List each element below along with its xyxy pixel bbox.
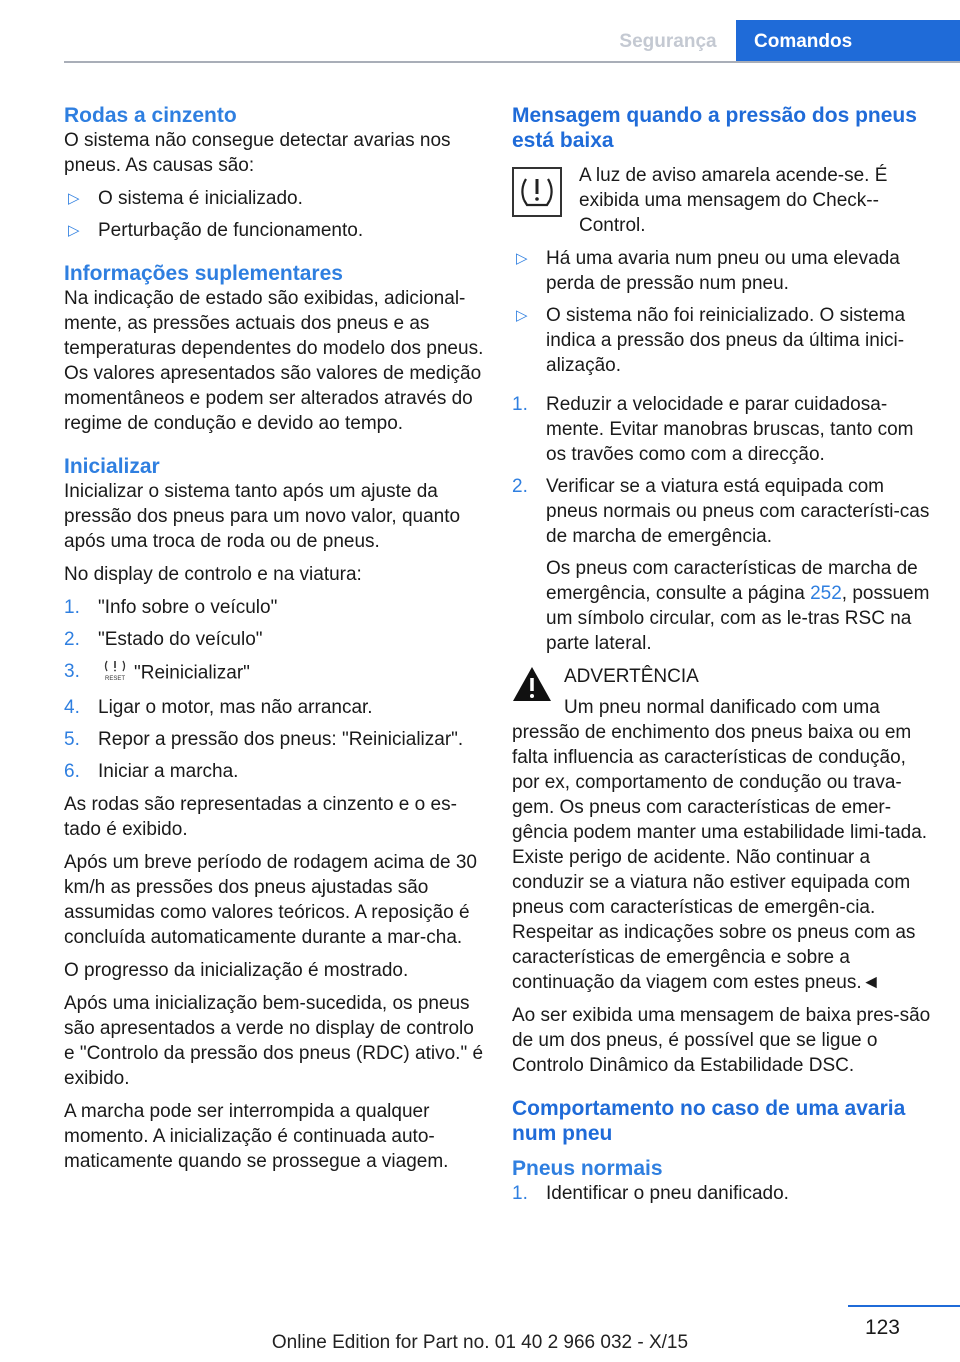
numbered-list: [512, 1181, 932, 1206]
paragraph: A marcha pode ser interrompida a qualquer momento. A inicialização é continuada auto-maticamente quando se prossegue a viagem.: [64, 1101, 449, 1172]
list-item: 1. Identificar o pneu danificado.: [512, 1183, 789, 1204]
step-note: Os pneus com características de marcha de emergência, consulte a página 252, possuem um símbolo circular, com as le-tras RSC na parte lateral.: [546, 558, 930, 654]
tire-pressure-warning-icon: [512, 167, 562, 217]
tire-reset-icon: [102, 659, 128, 688]
warning-lamp-block: [512, 163, 932, 238]
subsection-title-normal-tires: Pneus normais: [512, 1157, 663, 1180]
paragraph: O sistema não consegue detectar avarias nos pneus. As causas são:: [64, 130, 451, 176]
triangle-bullet-icon: ▷: [516, 250, 528, 267]
list-item: ▷ Há uma avaria num pneu ou uma elevada perda de pressão num pneu.: [516, 248, 900, 294]
triangle-bullet-icon: ▷: [516, 307, 528, 324]
list-item: 4. Ligar o motor, mas não arrancar.: [64, 697, 373, 718]
list-item: 6. Iniciar a marcha.: [64, 761, 239, 782]
paragraph: Ao ser exibida uma mensagem de baixa pres-são de um dos pneus, é possível que se ligue o Controlo Dinâmico da Estabilidade DSC.: [512, 1005, 931, 1076]
paragraph: Inicializar o sistema tanto após um ajuste da pressão dos pneus para um novo valor, quanto após uma troca de roda ou de pneus.: [64, 481, 461, 552]
edition-text: Online Edition for Part no. 01 40 2 966 032 - X/15: [271, 1332, 689, 1353]
page-link[interactable]: 252: [810, 583, 842, 604]
bullet-list: [512, 246, 932, 378]
list-item: 2. "Estado do veículo": [64, 629, 263, 650]
paragraph: Após um breve período de rodagem acima de 30 km/h as pressões dos pneus ajustadas são assumidas como valores teóricos. A reposição é concluída automaticamente durante a mar-cha.: [64, 852, 477, 948]
paragraph: O progresso da inicialização é mostrado.: [64, 960, 409, 981]
numbered-list: [512, 392, 932, 656]
list-item: 1. "Info sobre o veículo": [64, 597, 278, 618]
tab-comandos[interactable]: Comandos: [736, 20, 960, 63]
list-item: ▷ Perturbação de funcionamento.: [68, 220, 364, 241]
list-item: 1. Reduzir a velocidade e parar cuidadosa-mente. Evitar manobras bruscas, tanto com os travões como com a direcção.: [512, 394, 914, 465]
paragraph: As rodas são representadas a cinzento e o es-tado é exibido.: [64, 794, 457, 840]
list-item: ▷ O sistema não foi reinicializado. O sistema indica a pressão dos pneus da última inici-alização.: [516, 305, 906, 376]
section-title-low-pressure: Mensagem quando a pressão dos pneus está baixa: [512, 104, 917, 152]
triangle-bullet-icon: ▷: [68, 222, 80, 239]
paragraph: Após uma inicialização bem-sucedida, os pneus são apresentados a verde no display de controlo e "Controlo da pressão dos pneus (RDC) ativo." é exibido.: [64, 993, 484, 1089]
warning-block: [512, 664, 932, 995]
list-item: 3. RESET "Reinicializar": [64, 659, 484, 688]
paragraph: Na indicação de estado são exibidas, adicional-mente, as pressões actuais dos pneus e as temperaturas dependentes do modelo dos pneus. Os valores apresentados são valores de medição momentâneos e podem ser alterados através do regime de condução e devido ao tempo.: [64, 288, 484, 434]
header-divider: [64, 61, 960, 63]
numbered-list: [64, 595, 484, 784]
page-number: 123: [864, 1316, 900, 1339]
triangle-bullet-icon: ▷: [68, 190, 80, 207]
warning-title: ADVERTÊNCIA: [564, 666, 699, 687]
list-item: 5. Repor a pressão dos pneus: "Reinicializar".: [64, 729, 464, 750]
section-title-supplementary: Informações suplementares: [64, 262, 343, 285]
paragraph: A luz de aviso amarela acende-se. É exibida uma mensagem do Check--Control.: [579, 165, 888, 236]
bullet-list: [64, 186, 484, 243]
list-item: ▷ O sistema é inicializado.: [68, 188, 303, 209]
section-title-grey-wheels: Rodas a cinzento: [64, 104, 237, 127]
warning-text-first: Um pneu normal danificado com uma: [564, 697, 880, 718]
paragraph: No display de controlo e na viatura:: [64, 564, 362, 585]
svg-text:RESET: RESET: [104, 676, 126, 681]
warning-triangle-icon: [512, 666, 552, 707]
section-title-initialize: Inicializar: [64, 455, 160, 478]
warning-text: pressão de enchimento dos pneus baixa ou em falta influencia as características de condução, por ex, comportamento de condução ou trava-gem. Os pneus com características de emer-gência podem manter uma estabilidade limi-tada. Existe perigo de acidente. Não continuar a conduzir se a viatura não estiver equipada com pneus com características de emergên-cia. Respeitar as indicações sobre os pneus com as características de emergência e sobre a continuação da viagem com estes pneus.◄: [512, 722, 928, 993]
left-column: [64, 103, 484, 1182]
footer-divider: [848, 1305, 960, 1307]
section-title-damage: Comportamento no caso de uma avaria num pneu: [512, 1097, 906, 1145]
tab-seguranca[interactable]: Segurança: [619, 31, 717, 52]
list-item: 2. Verificar se a viatura está equipada com pneus normais ou pneus com característi-cas de marcha de emergência. Os pneus com características de marcha de emergência, consulte a página 252, possuem um símbolo circular, com as le-tras RSC na parte lateral.: [512, 474, 932, 656]
right-column: [512, 103, 932, 1214]
